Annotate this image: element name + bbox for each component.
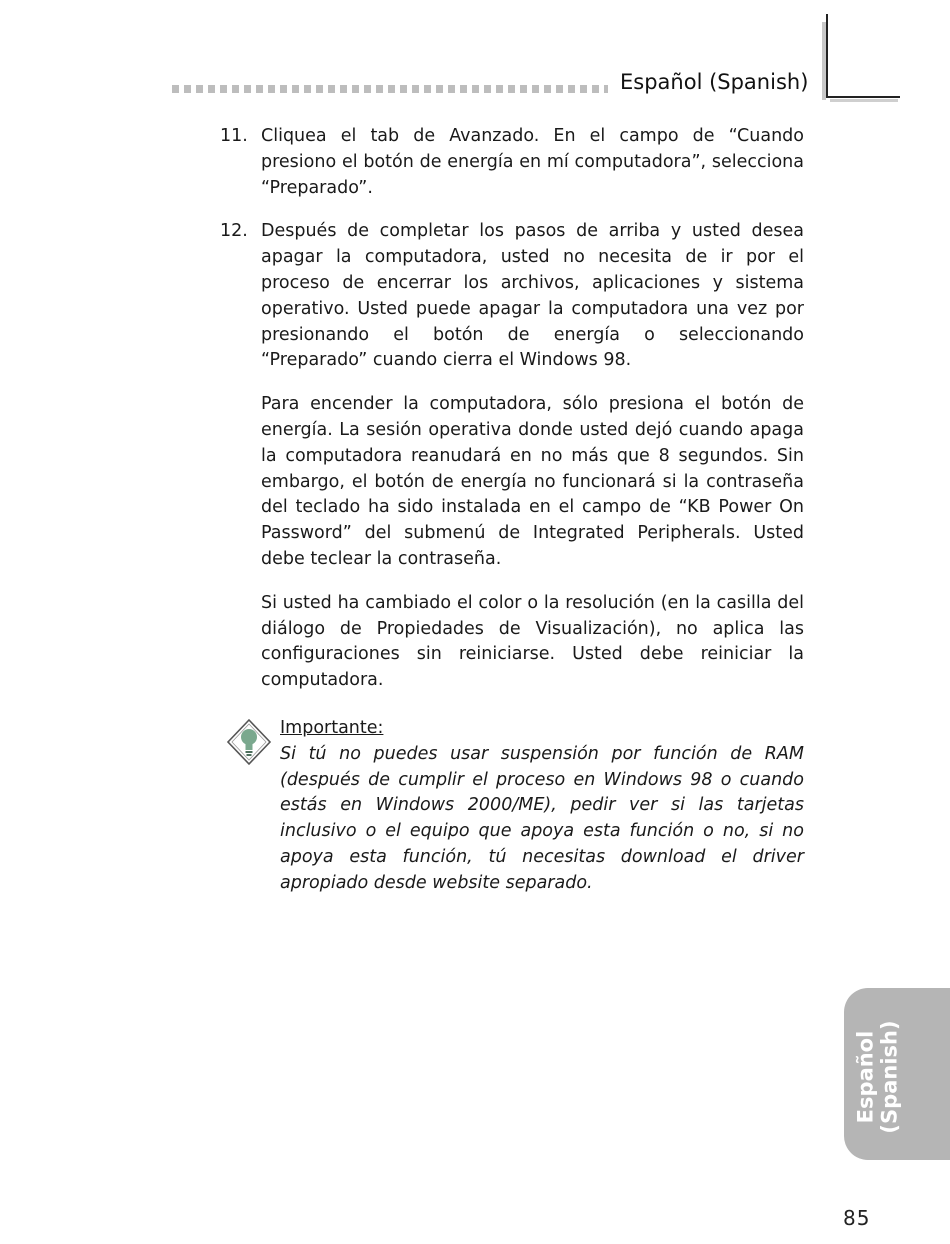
list-item-number: 12. [220,221,248,242]
side-tab-line-1: Español [854,1030,878,1124]
list-item-body [261,124,804,201]
header-dotted-rule [172,85,608,93]
list-item-number: 11. [220,126,248,146]
side-tab-line-2: (Spanish) [878,1020,902,1134]
page-header-title: Español (Spanish) [620,70,809,94]
list-item-12 [220,219,804,712]
paragraph: Cliquea el tab de Avanzado. En el campo de “Cuando presiono el botón de energía en mí computadora”, selecciona “Preparado”. [261,126,804,198]
corner-mark-vertical [826,14,828,98]
corner-mark-horizontal [826,96,900,98]
page-number: 85 [843,1206,871,1230]
important-text [280,716,804,897]
important-body: Si tú no puedes usar suspensión por función de RAM (después de cumplir el proceso en Windows 98 o cuando estás en Windows 2000/ME), pedir ver si las tarjetas inclusivo o el equipo que apoya esta función o no, si no apoya esta función, tú necesitas download el driver apropiado desde website separado. [280,743,804,893]
list-item-body [261,219,804,712]
list-item-11 [220,124,804,201]
paragraph: Si usted ha cambiado el color o la resolución (en la casilla del diálogo de Propiedades de Visualización), no aplica las configuraciones sin reiniciarse. Usted debe reiniciar la computadora. [261,592,804,691]
paragraph: Después de completar los pasos de arriba y usted desea apagar la computadora, usted no necesita de ir por el proceso de encerrar los archivos, aplicaciones y sistema operativo. Usted puede apagar la computadora una vez por presionando el botón de energía o seleccionando “Preparado” cuando cierra el Windows 98. [261,221,804,371]
important-title: Importante: [280,718,384,738]
main-content [220,124,804,730]
corner-mark-shadow-horizontal [830,99,898,102]
lightbulb-icon [226,718,272,768]
paragraph: Para encender la computadora, sólo presiona el botón de energía. La sesión operativa donde usted dejó cuando apaga la computadora reanudará en no más que 8 segundos. Sin embargo, el botón de energía no funcionará si la contraseña del teclado ha sido instalada en el campo de “KB Power On Password” del submenú de Integrated Peripherals. Usted debe teclear la contraseña. [261,394,804,569]
language-side-tab-label [842,1002,914,1152]
